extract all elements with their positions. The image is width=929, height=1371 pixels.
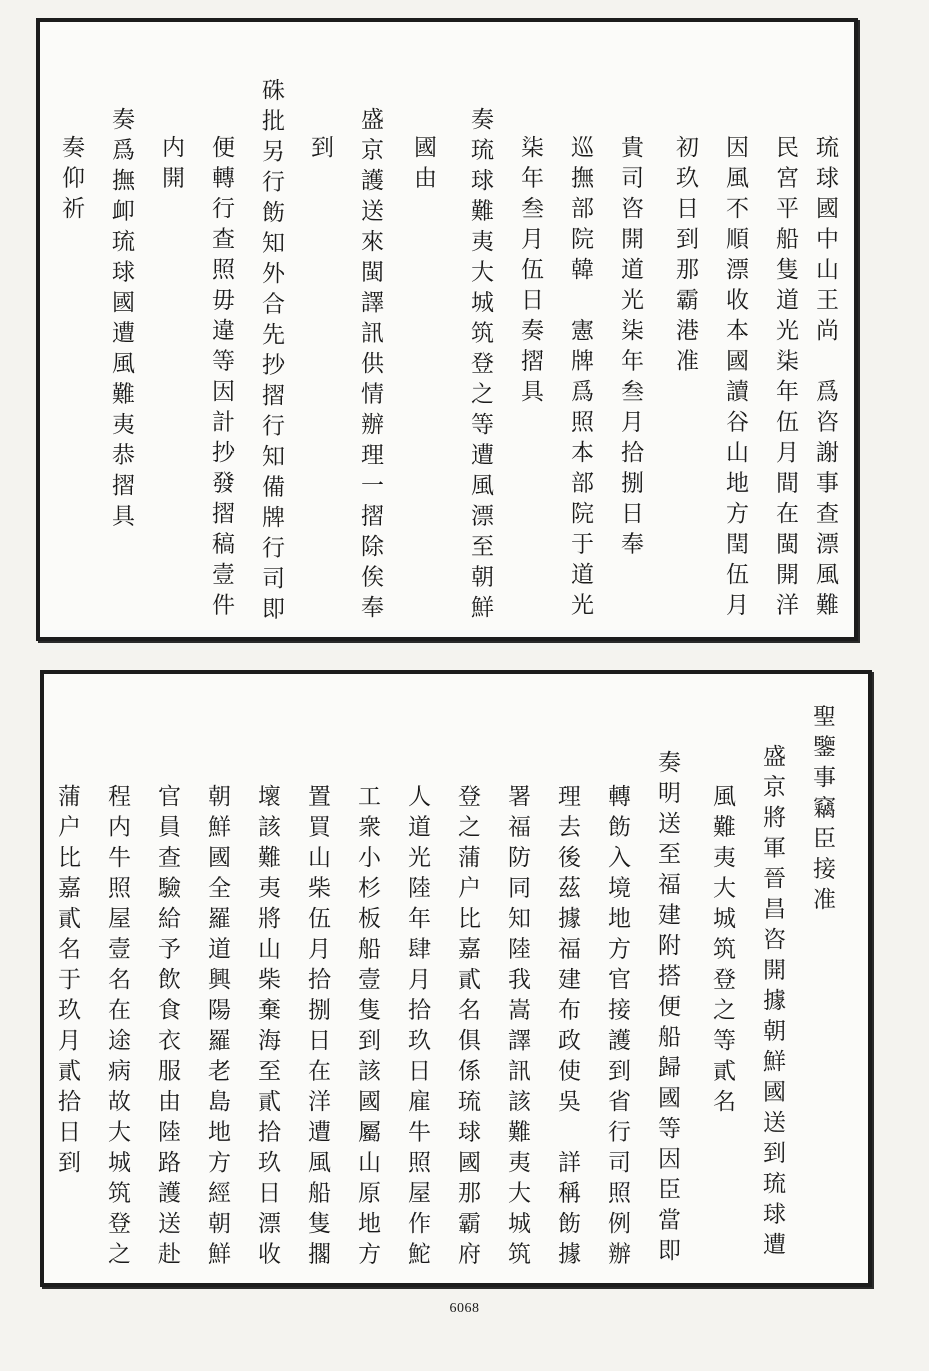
text-column: 登之蒲户比嘉貳名俱係琉球國那霸府 [454,784,480,1272]
text-column: 程内牛照屋壹名在途病故大城筑登之 [104,784,130,1272]
text-column: 貴司咨開道光柒年叁月拾捌日奉 [617,135,643,562]
text-column: 内開 [158,135,184,196]
text-column: 奏仰祈 [58,135,84,227]
text-column: 朝鮮國全羅道興陽羅老島地方經朝鮮 [204,784,230,1272]
text-column: 硃批另行飭知外合先抄摺行知備牌行司即 [258,78,284,627]
text-column: 聖鑒事竊臣接准 [809,704,835,918]
text-column: 盛京將軍晉昌咨開據朝鮮國送到琉球遭 [759,744,785,1263]
text-column: 奏琉球難夷大城筑登之等遭風漂至朝鮮 [467,107,493,626]
text-column: 便轉行查照毋違等因計抄發摺稿壹件 [208,135,234,623]
text-column: 官員查驗給予飲食衣服由陸路護送赴 [154,784,180,1272]
text-column: 初玖日到那霸港准 [672,135,698,379]
text-column: 因風不順漂收本國讀谷山地方閏伍月 [722,135,748,623]
text-column: 國由 [410,135,436,196]
text-column: 蒲户比嘉貳名于玖月貳拾日到 [54,784,80,1181]
text-column: 民宮平船隻道光柒年伍月間在閩開洋 [772,135,798,623]
text-column: 風難夷大城筑登之等貳名 [709,784,735,1120]
text-column: 盛京護送來閩譯訊供情辦理一摺除俟奉 [357,107,383,626]
text-column: 人道光陸年肆月拾玖日雇牛照屋作鮀 [404,784,430,1272]
text-column: 到 [307,135,333,166]
text-column: 柒年叁月伍日奏摺具 [517,135,543,410]
text-column: 奏明送至福建附搭便船歸國等因臣當即 [654,750,680,1269]
bottom-document-panel [40,670,872,1287]
top-document-panel [36,18,858,641]
text-column: 壞該難夷將山柴棄海至貳拾玖日漂收 [254,784,280,1272]
text-column: 奏爲撫卹琉球國遭風難夷恭摺具 [108,107,134,534]
page-number: 6068 [449,1301,480,1316]
text-column: 工衆小杉板船壹隻到該國屬山原地方 [354,784,380,1272]
text-column: 琉球國中山王尚 爲咨謝事查漂風難 [812,135,838,623]
text-column: 署福防同知陸我嵩譯訊該難夷大城筑 [504,784,530,1272]
text-column: 置買山柴伍月拾捌日在洋遭風船隻擱 [304,784,330,1272]
text-column: 巡撫部院韓 憲牌爲照本部院于道光 [567,135,593,623]
text-column: 理去後茲據福建布政使吳 詳稱飭據 [554,784,580,1272]
text-column: 轉飭入境地方官接護到省行司照例辦 [604,784,630,1272]
